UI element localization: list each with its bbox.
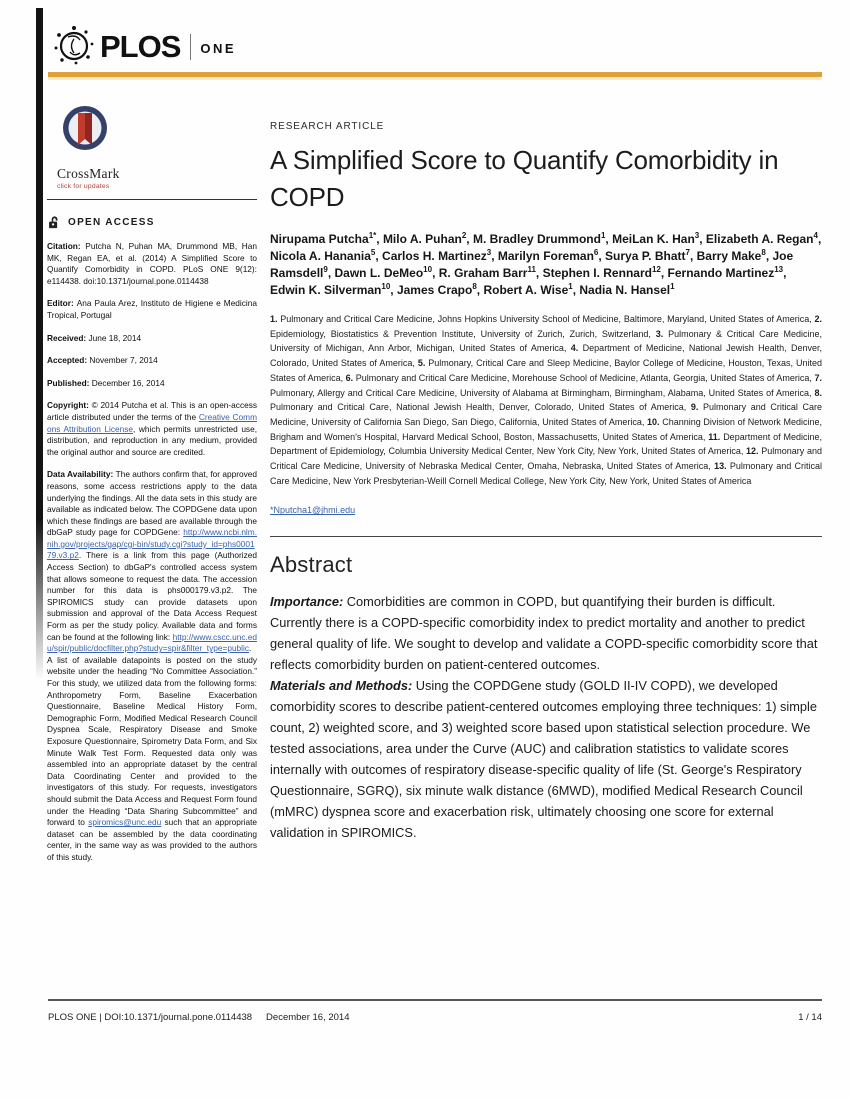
abstract-heading: Abstract xyxy=(270,552,353,578)
brand-rule xyxy=(48,72,822,77)
meta-label: Accepted: xyxy=(47,355,90,366)
inline-link[interactable]: http://www.cscc.unc.edu/spir/public/docfilter.php?study=spir&filter_type=public xyxy=(47,631,257,654)
affiliation-number: 9. xyxy=(690,402,704,413)
open-access-badge xyxy=(47,215,257,230)
affiliation-number: 8. xyxy=(814,387,822,398)
abstract-paragraph: Importance: Comorbidities are common in COPD, but quantifying their burden is difficult. Currently there is a COPD-specific comorbidity index to predict mortality and another to predict general quality of life. We sought to develop and validate a COPD-specific comorbidity score that reflects comorbidity burden on patient-centered outcomes. xyxy=(270,594,818,673)
plos-icon xyxy=(54,24,94,71)
affiliation-number: 11. xyxy=(708,431,724,442)
author-affiliation-ref: 1 xyxy=(670,282,675,291)
meta-label: Received: xyxy=(47,332,89,343)
affiliation-number: 3. xyxy=(655,328,669,339)
affiliation-number: 6. xyxy=(345,372,356,383)
author-affiliation-ref: 2 xyxy=(461,231,467,240)
affiliation-number: 10. xyxy=(647,416,663,427)
affiliation-number: 13. xyxy=(714,461,730,472)
affiliation-number: 12. xyxy=(746,446,762,457)
author-affiliation-ref: 10 xyxy=(423,265,433,274)
abstract-paragraph: Materials and Methods: Using the COPDGene study (GOLD II-IV COPD), we developed comorbidity scores to describe patient-centered outcomes employing three techniques: 1) simple count, 2) weighted score, and 3) weighted score based upon statistical selection procedure. We tested associations, area under the Curve (AUC) and calibration statistics to validate scores internally with outcomes of respiratory disease-specific quality of life (St. George's Respiratory Questionnaire, SGRQ), six minute walk distance (6MWD), modified Medical Research Council (mMRC) dyspnea score and exacerbation risk, ultimately choosing one score for external validation in SPIROMICS. xyxy=(270,678,817,841)
sidebar-divider xyxy=(47,199,257,200)
published-block: Published: December 16, 2014 xyxy=(47,377,165,388)
author-affiliation-ref: 8 xyxy=(472,282,477,291)
inline-link[interactable]: spiromics@unc.edu xyxy=(88,817,162,828)
crossmark-tagline: click for updates xyxy=(57,183,110,190)
author-affiliation-ref: 6 xyxy=(593,248,599,257)
logo-divider xyxy=(190,34,191,60)
footer-pipe: | xyxy=(99,1012,105,1023)
affiliation-number: 2. xyxy=(814,314,822,324)
footer-journal: PLOS ONE xyxy=(48,1012,97,1023)
page-edge-bar xyxy=(36,8,43,680)
author-affiliation-ref: 7 xyxy=(685,248,690,257)
author-affiliation-ref: 8 xyxy=(761,248,766,257)
meta-label: Editor: xyxy=(47,298,77,309)
author-affiliation-ref: 1 xyxy=(568,282,573,291)
footer-divider xyxy=(48,999,822,1001)
author-affiliation-ref: 11 xyxy=(527,265,536,274)
footer-page-number: 1 / 14 xyxy=(798,1012,822,1023)
author-affiliation-ref: 12 xyxy=(651,265,661,274)
article-main xyxy=(270,121,822,843)
received-block: Received: June 18, 2014 xyxy=(47,332,142,343)
footer-doi: DOI:10.1371/journal.pone.0114438 xyxy=(104,1012,253,1023)
footer-journal-ref xyxy=(48,1012,798,1023)
affiliation-number: 7. xyxy=(814,372,822,383)
article-kicker: RESEARCH ARTICLE xyxy=(270,121,385,132)
data-availability-block: Data Availability: The authors confirm that, for approved reasons, some access restrictions apply to the data underlying the findings. All the data sets in this study are available as indicated below. The COPDGene data upon which these findings are based are available through the dbGaP study page for COPDGene: http://www.ncbi.nlm.nih.gov/projects/gap/cgi-bin/study.cgi?study_id=phs000179.v3.p2. There is a link from this page (Authorized Access Section) to dbGaP's controlled access system that allows someone to request the data. The accession number for this data is phs000179.v3.p2. The SPIROMICS study can provide datasets upon submission and approval of the Data Access Request Form as per the study policy. Available data and forms can be found at the following link: http://www.cscc.unc.edu/spir/public/docfilter.php?study=spir&filter_type=public. A list of available datapoints is posted on the study website under the heading “No Committee Association.” For this study, we utilized data from the following forms: Anthropometry Form, Baseline Exacerbation Questionnaire, Baseline Medical History Form, Demographic Form, Modified Medical Research Council Dyspnea Scale, Respiratory Disease and Smoke Exposure Questionnaire, Spirometry Data Form, and Six Minute Walk Test Form. Requested data only was assembled into an appropriate dataset by the central Data Coordinating Center and provided to the investigators of this study. For requests, investigators should submit the Data Access and Request Form found under the Heading “Data Sharing Subcommittee” and forward to spiromics@unc.edu such that an appropriate dataset can be assembled by the data coordinating center, in the same way as was provided to the authors of this study. xyxy=(47,469,257,862)
author-list: Nirupama Putcha$^{1*}$, Milo A. Puhan$^2$, M. Bradley Drummond$^1$, MeiLan K. Han$^3$, Elizabeth A. Regan$^4$, Nicola A. Hanania$^5$, Carlos H. Martinez$^3$, Marilyn Foreman$^6$, Surya P. Bhatt$^7$, Barry Make$^8$, Joe Ramsdell$^9$, Dawn L. DeMeo$^{10}$, R. Graham Barr$^{11}$, Stephen I. Rennard$^{12}$, Fernando Martinez$^{13}$, Edwin K. Silverman$^{10}$, James Crapo$^8$, Robert A. Wise$^1$, Nadia N. Hansel$^1$ xyxy=(270,231,822,297)
meta-label: Citation: xyxy=(47,241,86,251)
meta-label: Data Availability: xyxy=(47,469,116,480)
affiliation-number: 4. xyxy=(570,343,583,354)
paragraph-lead: Importance: xyxy=(270,594,347,610)
crossmark-icon xyxy=(57,103,119,159)
author-affiliation-ref: 1* xyxy=(368,231,377,240)
meta-label: Published: xyxy=(47,377,92,388)
affiliation-number: 5. xyxy=(417,358,429,369)
footer-date: December 16, 2014 xyxy=(266,1012,350,1023)
author-affiliation-ref: 9 xyxy=(323,265,328,274)
author-affiliation-ref: 1 xyxy=(600,231,606,240)
article-title: A Simplified Score to Quantify Comorbidity in COPD xyxy=(270,145,779,212)
author-affiliation-ref: 3 xyxy=(486,248,492,257)
corresponding-email xyxy=(270,505,822,515)
accepted-block: Accepted: November 7, 2014 xyxy=(47,355,158,366)
crossmark-label: CrossMark xyxy=(57,166,120,181)
author-affiliation-ref: 4 xyxy=(813,231,818,240)
copyright-block: Copyright: © 2014 Putcha et al. This is an open-access article distributed under the terms of the Creative Commons Attribution License, which permits unrestricted use, distribution, and reproduction in any medium, provided the original author and source are credited. xyxy=(47,400,258,457)
inline-link[interactable]: Creative Commons Attribution License xyxy=(47,411,257,434)
editor-block: Editor: Ana Paula Arez, Instituto de Higiene e Medicina Tropical, Portugal xyxy=(47,298,257,320)
page-footer xyxy=(48,1012,822,1023)
plos-logo xyxy=(54,26,236,68)
abstract-divider xyxy=(270,536,822,537)
author-affiliation-ref: 13 xyxy=(774,265,784,274)
metadata-sidebar xyxy=(47,103,257,864)
abstract-body xyxy=(270,591,822,843)
paragraph-lead: Materials and Methods: xyxy=(270,678,416,694)
meta-label: Copyright: xyxy=(47,400,92,411)
corresponding-email-link[interactable]: *Nputcha1@jhmi.edu xyxy=(270,505,356,516)
open-access-label: OPEN ACCESS xyxy=(68,217,155,228)
crossmark-badge[interactable] xyxy=(47,103,257,190)
open-lock-icon xyxy=(47,215,62,230)
plos-wordmark: PLOS xyxy=(100,29,181,64)
citation-block: Citation: Putcha N, Puhan MA, Drummond MB, Han MK, Regan EA, et al. (2014) A Simplified Score to Quantify Comorbidity in COPD. PLoS ONE 9(12): e114438. doi:10.1371/journal.pone.0114438 xyxy=(47,241,257,286)
affiliation-number: 1. xyxy=(270,314,281,324)
author-affiliation-ref: 5 xyxy=(370,248,376,257)
journal-name: ONE xyxy=(200,40,237,56)
author-affiliation-ref: 10 xyxy=(381,282,391,291)
inline-link[interactable]: http://www.ncbi.nlm.nih.gov/projects/gap/cgi-bin/study.cgi?study_id=phs000179.v3.p2 xyxy=(47,527,257,561)
affiliation-list: 1. Pulmonary and Critical Care Medicine, Johns Hopkins University School of Medicine, Baltimore, Maryland, United States of America, 2. Epidemiology, Biostatistics & Prevention Institute, University of Zurich, Zurich, Switzerland, 3. Pulmonary & Critical Care Medicine, University of Michigan, Ann Arbor, Michigan, United States of America, 4. Department of Medicine, National Jewish Health, Denver, Colorado, United States of America, 5. Pulmonary, Critical Care and Sleep Medicine, Baylor College of Medicine, Houston, Texas, United States of America, 6. Pulmonary and Critical Care Medicine, Morehouse School of Medicine, Atlanta, Georgia, United States of America, 7. Pulmonary, Allergy and Critical Care Medicine, University of Alabama at Birmingham, Birmingham, Alabama, United States of America, 8. Pulmonary and Critical Care, National Jewish Health, Denver, Colorado, United States of America, 9. Pulmonary and Critical Care Medicine, University of California San Diego, San Diego, California, United States of America, 10. Channing Division of Network Medicine, Brigham and Women's Hospital, Harvard Medical School, Boston, Massachusetts, United States of America, 11. Department of Medicine, Department of Epidemiology, Columbia University Medical Center, New York City, New York, United States of America, 12. Pulmonary and Critical Care Medicine, University of Nebraska Medical Center, Omaha, Nebraska, United States of America, 13. Pulmonary and Critical Care Medicine, New York Presbyterian-Weill Cornell Medical College, New York City, New York, United States of America xyxy=(270,314,823,486)
author-affiliation-ref: 3 xyxy=(694,231,700,240)
